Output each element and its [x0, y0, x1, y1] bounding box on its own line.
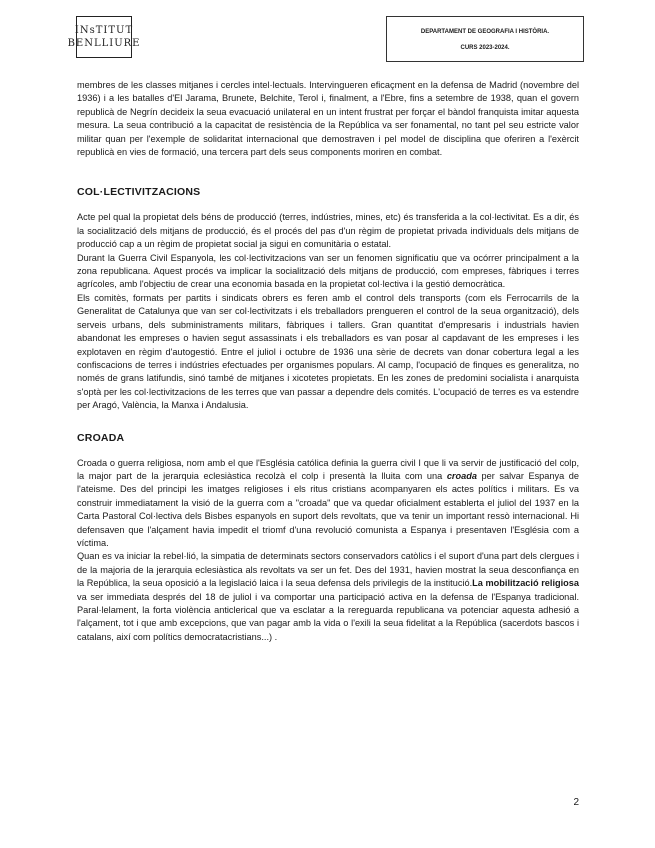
paragraph: Acte pel qual la propietat dels béns de producció (terres, indústries, mines, etc) és transferida a la col·lectivitat. Es a dir, és la socialització dels mitjans de producció, és el procés del pas d'un règim de propietat privada individuals dels mitjans de producció cap a un règim de propietat social ja sigui en comunitària o estatal. [77, 212, 579, 250]
section-title-croada: CROADA [77, 431, 125, 444]
department-label: DEPARTAMENT DE GEOGRAFIA I HISTÒRIA. [420, 29, 550, 35]
logo-line-1: INsTITUT [74, 25, 134, 36]
paragraph: Durant la Guerra Civil Espanyola, les col·lectivitzacions van ser un fenomen significatiu que va ocórrer principalment a la zona republicana. Aquest procés va implicar la socialització dels mitjans de producció, com empreses, fàbriques i terres agrícoles, amb l'objectiu de crear una economia basada en la propietat col·lectiva i la gestió democràtica. [77, 252, 579, 290]
school-logo [67, 16, 141, 58]
paragraph-croada-2 [77, 550, 579, 644]
header-box [386, 16, 584, 62]
page-number: 2 [573, 797, 579, 808]
text-run: per salvar Espanya de l'ateisme. Des del principi les imatges religioses i els ritus cristians acompanyaren els actes polítics i militars. Es va construir immediatament la visió de la guerra com a "croada" que va quedar oficialment establerta el juliol del 1937 en la Carta Pastoral Col·lectiva dels Bisbes espanyols en suport dels revoltats, que va tenir un important ressò internacional. Hi defensaven que l'alçament havia impedit el triomf d'una revolució comunista a Espanya i presentaven l'Església com a víctima. [77, 470, 579, 548]
course-label: CURS 2023-2024. [460, 45, 510, 51]
section-title-collectivitzacions: COL·LECTIVITZACIONS [77, 186, 201, 199]
intro-paragraph: membres de les classes mitjanes i cercles intel·lectuals. Intervingueren eficaçment en la defensa de Madrid (novembre del 1936) i a les batalles d'El Jarama, Brunete, Belchite, Terol i, finalment, a l'Ebre, fins a setembre de 1938, quan el govern republicà de Negrín decideix la seua evacuació unilateral en un intent frustrat per forçar el bàndol franquista imitar aquesta mesura. La seua contribució a la capacitat de resistència de la República va ser fonamental, no tant pel seu estricte valor militar quan per l'exemple de solidaritat internacional que demostraven i pel model de disciplina que oferiren a l'exèrcit republicà en vies de formació, una tercera part dels seus components moriren en combat. [77, 80, 579, 158]
paragraph-croada-1 [77, 457, 579, 551]
text-run: va ser immediata després del 18 de juliol i va comportar una participació activa en la defensa de l'Espanya tradicional. Paral·lelament, la forta violència anticlerical que va esclatar a la rereguarda republicana va potenciar aquesta adhesió a l'alçament, tot i que amb excepcions, que van pagar amb la vida o l'exili la seua fidelitat a la República (sacerdots bascos i catalans, així com polítics democratacristians...) . [77, 591, 579, 642]
document-body [77, 79, 579, 644]
emphasis-croada: croada [446, 470, 477, 481]
bold-mobilitzacio: La mobilització religiosa [472, 578, 580, 589]
text-run: Croada o guerra religiosa, nom amb el que l'Església católica definia la guerra civil I que li va servir de justificació del colp, la major part de la jerarquia eclesiàstica recolzà el colp i presentà la lluita com una [77, 457, 579, 481]
paragraph: Els comitès, formats per partits i sindicats obrers es feren amb el control dels transports (com els Ferrocarrils de la Generalitat de Catalunya que van ser col·lectivitzats i els treballadors prengueren el control de la seua organització), dels serveis urbans, dels subministraments militars, fàbriques i tallers. Gran quantitat d'empresaris i industrials havien abandonat les empreses o havien segut assassinats i els treballadors es van posar al capdavant de les empreses i les explotaven en règim d'autogestió. Entre el juliol i octubre de 1936 una sèrie de decrets van donar cobertura legal a les confiscacions de terres i indústries efectuades per organismes populars. Al camp, l'ocupació de finques es generalitza, no només de grans latifundis, sinó també de mitjanes i xicotetes propietats. En les zones de predomini socialista i anarquista s'optà per les col·lectivitzacions de les terres que van passar a dependre dels comités. L'ocupació de terres es va estendre per Aragó, València, la Manxa i Andalusia. [77, 292, 579, 411]
text-run: Quan es va iniciar la rebel·lió, la simpatia de determinats sectors conservadors catòlics i el suport d'una part dels clergues i de la majoria de la jerarquia eclesiàstica als revoltats va ser un fet. Des del 1931, havien mostrat la seua desconfiança en la República, la seua oposició a la legislació laica i la seua defensa dels privilegis de la institució. [77, 551, 579, 589]
logo-line-2: BENLLIURE [67, 38, 141, 49]
